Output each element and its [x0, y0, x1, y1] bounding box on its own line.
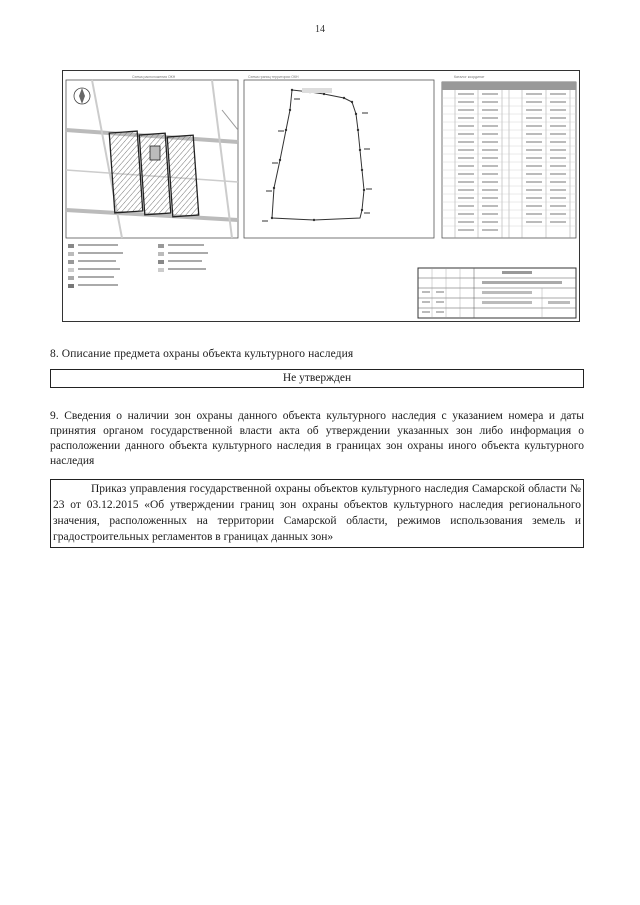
protection-zones-order — [50, 479, 584, 548]
protection-zones-order-text: Приказ управления государственной охраны объектов культурного наследия Самарской области № 23 от 03.12.2015 «Об утверждении границ зон охраны объектов культурного наследия регионального значения, расположенных на территории Самарской области, режимов использования земель и градостроительных регламентов в границах данных зон» — [53, 483, 581, 543]
page-number: 14 — [315, 24, 325, 35]
section-8-heading: 8. Описание предмета охраны объекта культурного наследия — [50, 348, 354, 360]
map-drawing — [62, 70, 580, 322]
svg-text:Схема границ территории ОКН: Схема границ территории ОКН — [248, 75, 299, 79]
svg-text:Каталог координат: Каталог координат — [454, 75, 485, 79]
coordinates-table — [442, 75, 576, 238]
map-figure — [62, 70, 580, 322]
title-block — [418, 268, 576, 318]
protection-subject-status: Не утвержден — [50, 369, 584, 388]
section-9-heading: 9. Сведения о наличии зон охраны данного объекта культурного наследия с указанием номера и даты принятия органом государственной власти акта об утверждении указанных зон либо информация о расположении данного объекта культурного наследия в границах зон охраны иного объекта культурного наследия — [50, 410, 584, 467]
boundary-schema-panel — [244, 75, 434, 238]
svg-text:Схема расположения ОКН: Схема расположения ОКН — [132, 75, 176, 79]
